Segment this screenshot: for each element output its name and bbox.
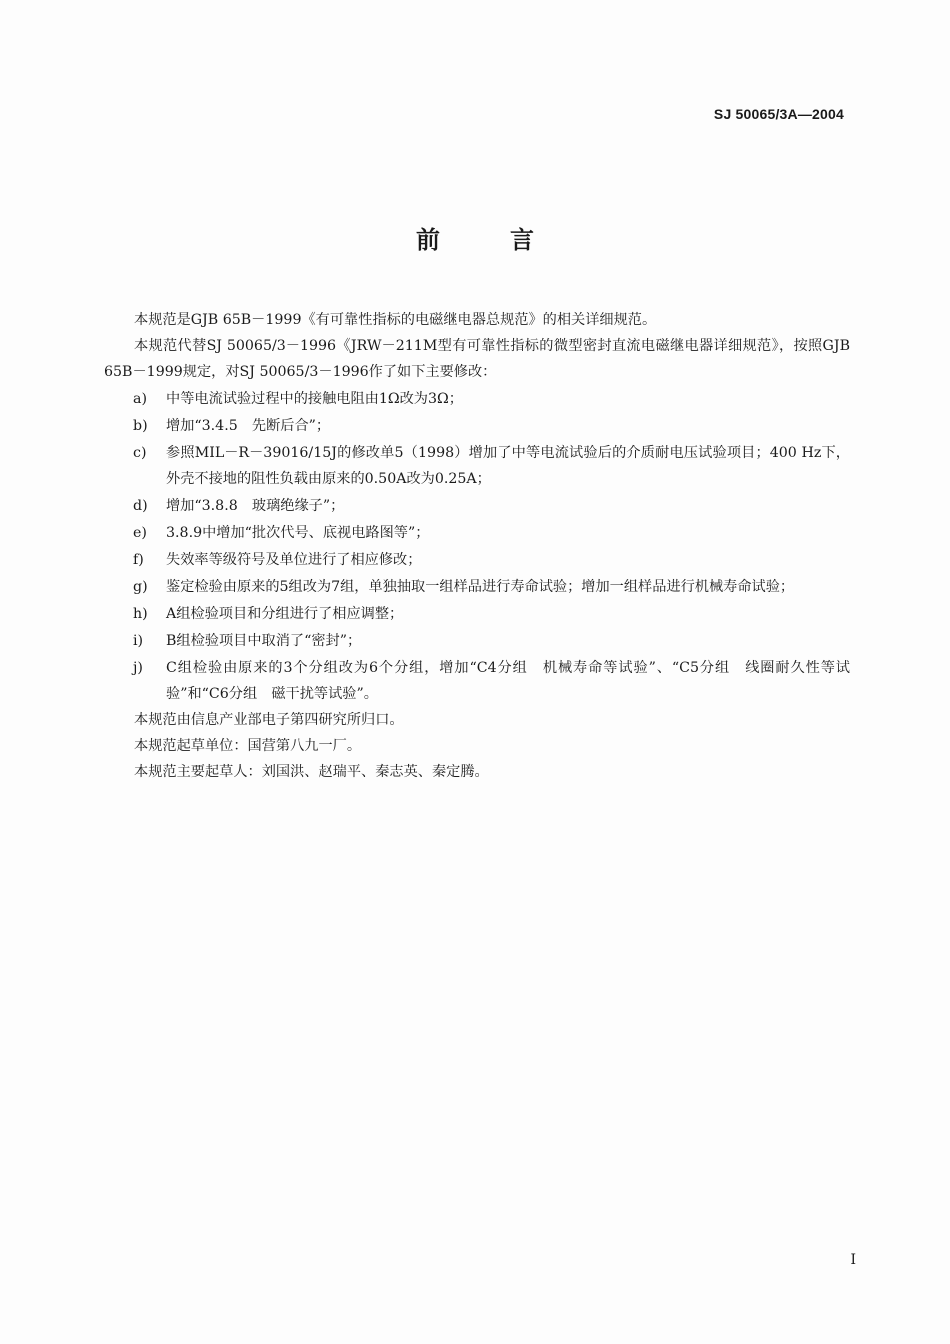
document-code: SJ 50065/3A—2004 (713, 106, 844, 122)
closing-paragraph-management: 本规范由信息产业部电子第四研究所归口。 (134, 712, 404, 728)
modification-list (104, 386, 850, 707)
list-item (104, 413, 850, 439)
list-item (104, 601, 850, 627)
list-item-label: i) (133, 633, 144, 649)
list-item-text: C组检验由原来的3个分组改为6个分组，增加“C4分组 机械寿命等试验”、“C5分组 线圈耐久性等试验”和“C6分组 磁干扰等试验”。 (166, 660, 850, 702)
intro-paragraph: 本规范是GJB 65B－1999《有可靠性指标的电磁继电器总规范》的相关详细规范。 (134, 312, 657, 328)
list-item-label: f) (133, 552, 144, 568)
page-number: I (850, 1252, 856, 1268)
page-title: 前言 (416, 226, 604, 254)
list-item-text: 增加“3.8.8 玻璃绝缘子”； (166, 498, 345, 514)
list-item-text: 鉴定检验由原来的5组改为7组，单独抽取一组样品进行寿命试验；增加一组样品进行机械寿命试验； (166, 579, 795, 595)
list-item-text: 失效率等级符号及单位进行了相应修改； (166, 552, 422, 568)
list-item (104, 493, 850, 519)
list-item-label: d) (133, 498, 148, 514)
list-item-label: e) (133, 525, 147, 541)
list-item-text: B组检验项目中取消了“密封”； (166, 633, 362, 649)
list-item (104, 386, 850, 412)
list-item-label: j) (133, 660, 143, 676)
closing-paragraph-drafting-unit: 本规范起草单位：国营第八九一厂。 (134, 738, 362, 754)
list-item-label: g) (133, 579, 148, 595)
list-item-label: b) (133, 418, 148, 434)
list-item (104, 655, 850, 707)
list-item (104, 628, 850, 654)
foreword-body (104, 307, 850, 785)
list-item (104, 520, 850, 546)
list-item-text: 增加“3.4.5 先断后合”； (166, 418, 331, 434)
list-item-text: 中等电流试验过程中的接触电阻由1Ω改为3Ω； (166, 391, 463, 407)
list-item-label: h) (133, 606, 148, 622)
list-item-text: 参照MIL－R－39016/15J的修改单5（1998）增加了中等电流试验后的介质耐电压试验项目；400 Hz下，外壳不接地的阻性负载由原来的0.50A改为0.25A； (166, 445, 850, 487)
list-item (104, 440, 850, 492)
list-item-label: c) (133, 445, 147, 461)
list-item-text: 3.8.9中增加“批次代号、底视电路图等”； (166, 525, 430, 541)
closing-paragraph-drafters: 本规范主要起草人：刘国洪、赵瑞平、秦志英、秦定腾。 (134, 764, 489, 780)
list-item (104, 574, 850, 600)
list-item (104, 547, 850, 573)
list-item-label: a) (133, 391, 147, 407)
list-item-text: A组检验项目和分组进行了相应调整； (166, 606, 404, 622)
replacement-paragraph: 本规范代替SJ 50065/3－1996《JRW－211M型有可靠性指标的微型密封直流电磁继电器详细规范》，按照GJB 65B－1999规定，对SJ 50065/3－1996作了如下主要修改： (104, 338, 850, 380)
